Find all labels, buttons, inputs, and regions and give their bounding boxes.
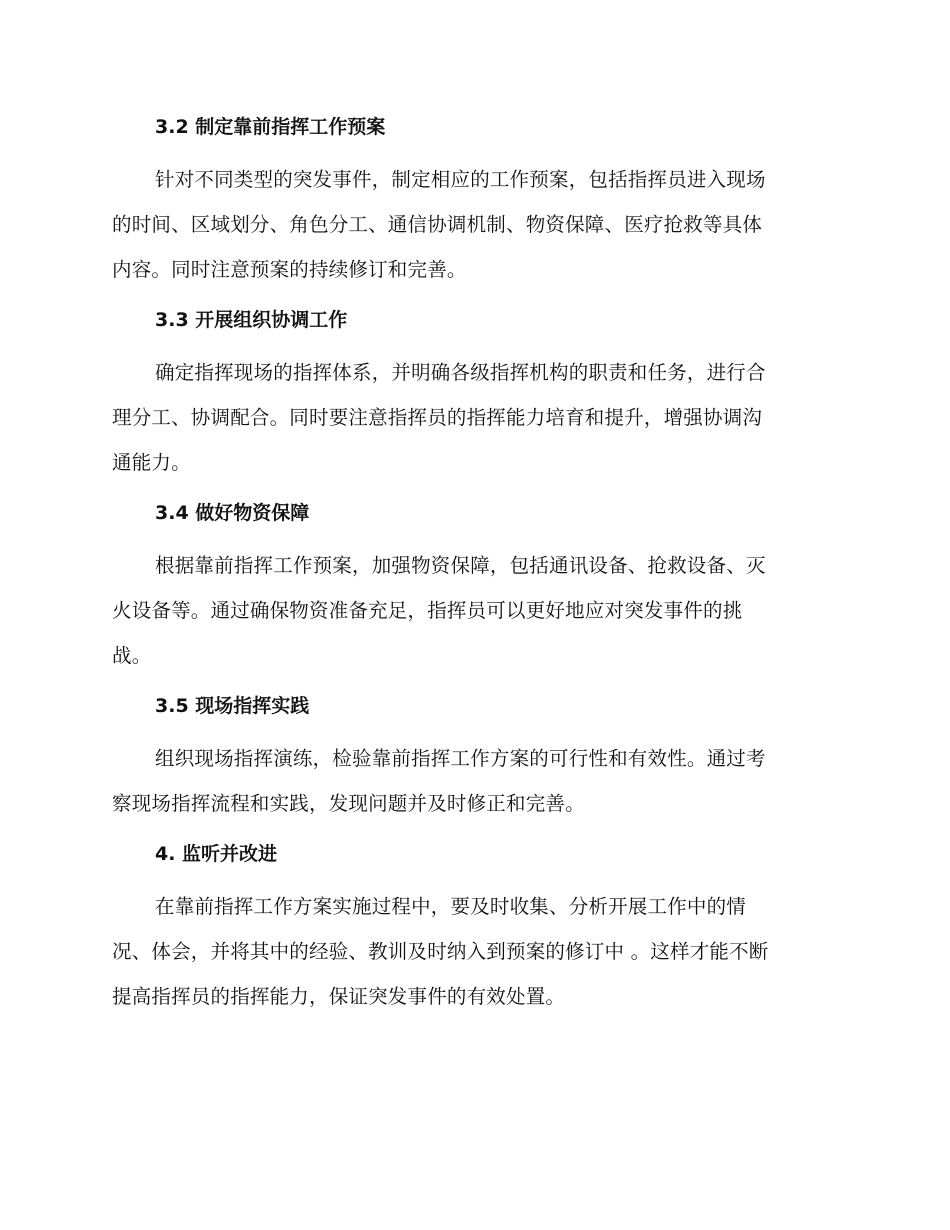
paragraph-line: 内容。同时注意预案的持续修订和完善。 [112, 258, 467, 281]
paragraph-line: 提高指挥员的指挥能力，保证突发事件的有效处置。 [112, 985, 566, 1008]
section-heading-4: 4. 监听并改进 [155, 843, 278, 865]
section-heading-3-4: 3.4 做好物资保障 [155, 502, 310, 524]
paragraph-line: 的时间、区域划分、角色分工、通信协调机制、物资保障、医疗抢救等具体 [112, 213, 763, 236]
paragraph-line: 火设备等。通过确保物资准备充足，指挥员可以更好地应对突发事件的挑 [112, 599, 743, 622]
document-content [112, 112, 837, 1032]
paragraph-line: 理分工、协调配合。同时要注意指挥员的指挥能力培育和提升，增强协调沟 [112, 406, 763, 429]
paragraph-line: 针对不同类型的突发事件，制定相应的工作预案，包括指挥员进入现场 [155, 168, 766, 191]
paragraph-line: 察现场指挥流程和实践，发现问题并及时修正和完善。 [112, 792, 585, 815]
paragraph-line: 通能力。 [112, 451, 191, 474]
section-body-3-4 [112, 543, 837, 678]
section-heading-3-3: 3.3 开展组织协调工作 [155, 309, 348, 331]
paragraph-line: 战。 [112, 644, 152, 667]
paragraph-line: 在靠前指挥工作方案实施过程中，要及时收集、分析开展工作中的情 [155, 895, 747, 918]
paragraph-line: 组织现场指挥演练，检验靠前指挥工作方案的可行性和有效性。通过考 [155, 747, 766, 770]
paragraph-line: 根据靠前指挥工作预案，加强物资保障，包括通讯设备、抢救设备、灭 [155, 554, 766, 577]
section-body-3-2 [112, 157, 837, 292]
section-heading-3-5: 3.5 现场指挥实践 [155, 695, 310, 717]
paragraph-line: 况、体会，并将其中的经验、教训及时纳入到预案的修订中 。这样才能不断 [112, 940, 769, 963]
paragraph-line: 确定指挥现场的指挥体系，并明确各级指挥机构的职责和任务，进行合 [155, 361, 766, 384]
section-body-3-5 [112, 736, 837, 826]
section-heading-3-2: 3.2 制定靠前指挥工作预案 [155, 116, 386, 138]
section-body-4 [112, 884, 837, 1019]
section-body-3-3 [112, 350, 837, 485]
